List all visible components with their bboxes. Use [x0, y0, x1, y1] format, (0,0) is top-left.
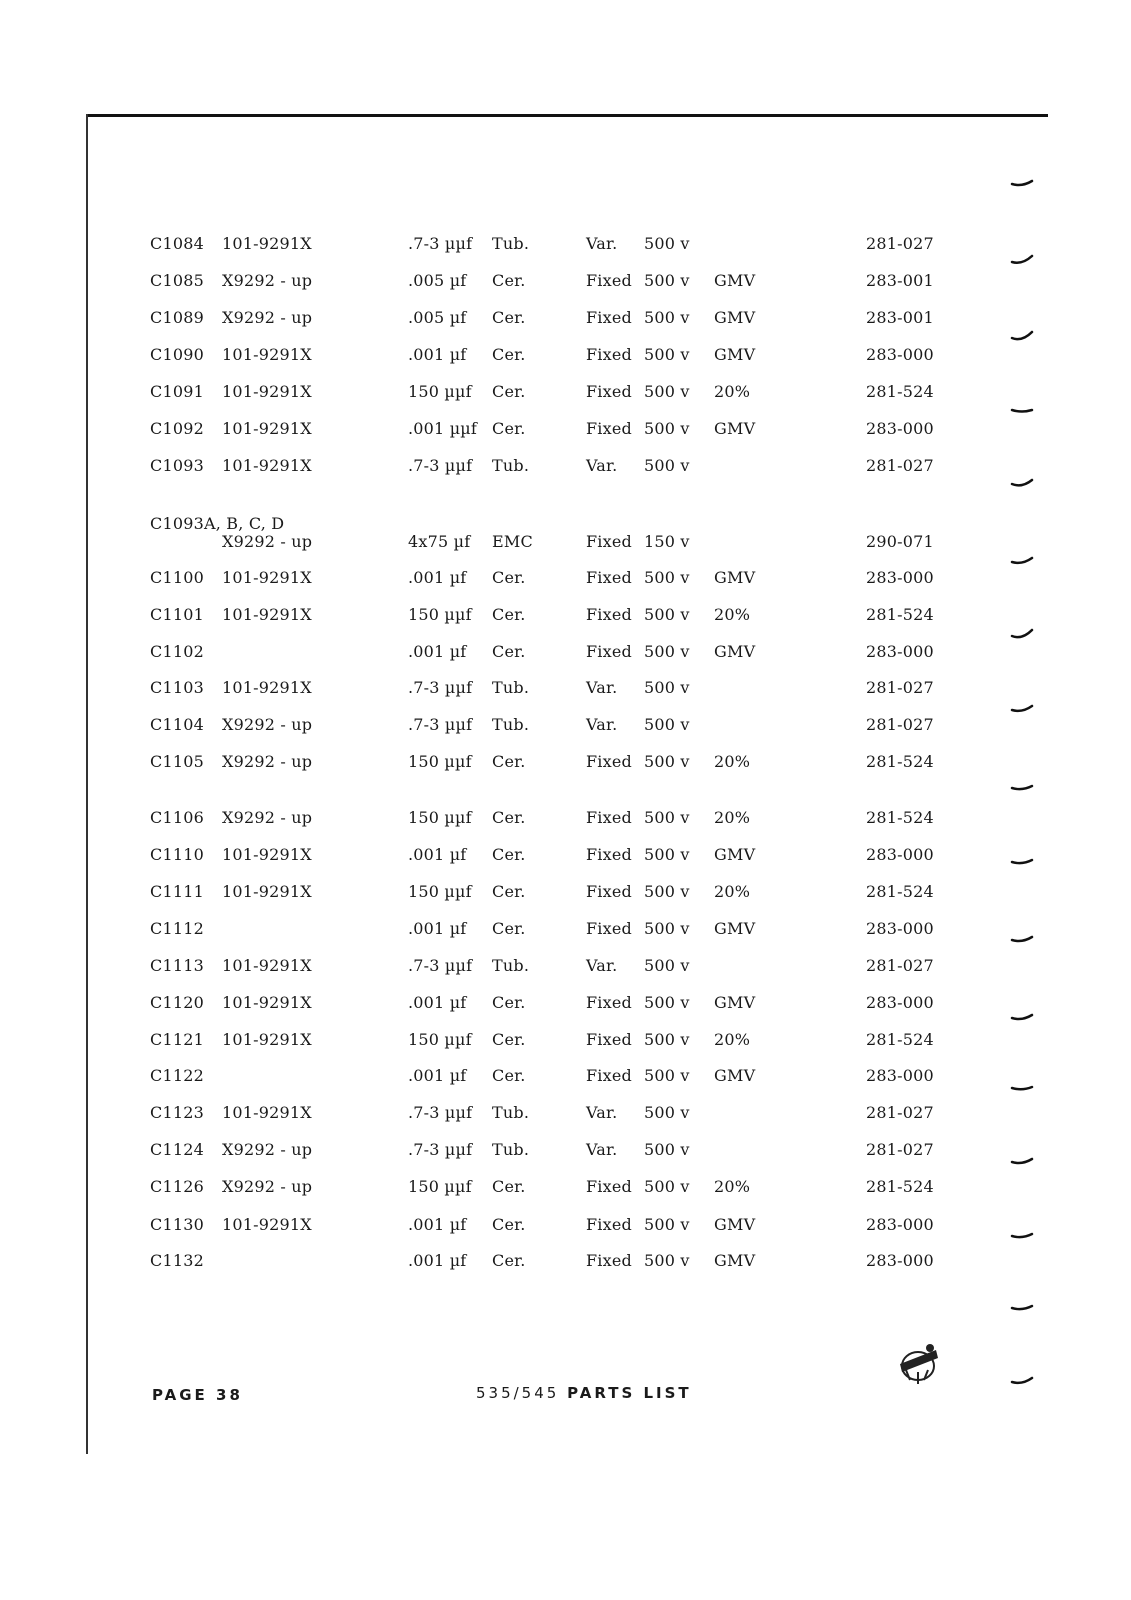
capacitance-value: .7-3 µµf	[408, 956, 473, 975]
reference-designator: C1105	[150, 752, 204, 771]
part-number: 281-524	[866, 605, 934, 624]
reference-designator: C1122	[150, 1066, 204, 1085]
table-row	[0, 271, 1131, 301]
serial-range: 101-9291X	[222, 1103, 312, 1122]
document-model: 535/545	[476, 1384, 560, 1402]
tolerance: GMV	[714, 308, 756, 327]
capacitor-type: Tub.	[492, 678, 530, 697]
voltage-rating: 500 v	[644, 1066, 690, 1085]
capacitor-type: Cer.	[492, 271, 526, 290]
capacitance-value: 150 µµf	[408, 1177, 472, 1196]
table-row	[0, 605, 1131, 635]
part-number: 281-524	[866, 382, 934, 401]
tolerance: GMV	[714, 919, 756, 938]
serial-range: 101-9291X	[222, 456, 312, 475]
capacitor-type: Tub.	[492, 956, 530, 975]
voltage-rating: 500 v	[644, 993, 690, 1012]
serial-range: X9292 - up	[222, 1177, 313, 1196]
reference-designator: C1089	[150, 308, 204, 327]
tolerance: GMV	[714, 845, 756, 864]
reference-designator: C1103	[150, 678, 204, 697]
voltage-rating: 500 v	[644, 715, 690, 734]
reference-designator: C1120	[150, 993, 204, 1012]
voltage-rating: 500 v	[644, 605, 690, 624]
part-number: 281-027	[866, 678, 934, 697]
fixed-or-variable: Var.	[586, 456, 618, 475]
tolerance: GMV	[714, 1066, 756, 1085]
voltage-rating: 500 v	[644, 752, 690, 771]
capacitance-value: .001 µf	[408, 919, 467, 938]
fixed-or-variable: Fixed	[586, 419, 632, 438]
capacitance-value: 4x75 µf	[408, 532, 471, 551]
voltage-rating: 500 v	[644, 456, 690, 475]
serial-range: 101-9291X	[222, 845, 312, 864]
reference-designator: C1110	[150, 845, 204, 864]
part-number: 281-524	[866, 1177, 934, 1196]
fixed-or-variable: Fixed	[586, 919, 632, 938]
part-number: 281-027	[866, 456, 934, 475]
voltage-rating: 500 v	[644, 808, 690, 827]
capacitance-value: .7-3 µµf	[408, 456, 473, 475]
table-row	[0, 1251, 1131, 1281]
reference-designator: C1121	[150, 1030, 204, 1049]
fixed-or-variable: Fixed	[586, 308, 632, 327]
part-number: 281-027	[866, 1103, 934, 1122]
fixed-or-variable: Fixed	[586, 605, 632, 624]
capacitance-value: .7-3 µµf	[408, 234, 473, 253]
voltage-rating: 500 v	[644, 419, 690, 438]
table-row	[0, 1066, 1131, 1096]
fixed-or-variable: Fixed	[586, 882, 632, 901]
capacitor-type: Cer.	[492, 1177, 526, 1196]
reference-designator: C1092	[150, 419, 204, 438]
capacitor-type: Tub.	[492, 715, 530, 734]
tolerance: GMV	[714, 419, 756, 438]
reference-designator: C1100	[150, 568, 204, 587]
fixed-or-variable: Fixed	[586, 845, 632, 864]
voltage-rating: 500 v	[644, 1140, 690, 1159]
voltage-rating: 500 v	[644, 1251, 690, 1270]
fixed-or-variable: Var.	[586, 956, 618, 975]
voltage-rating: 500 v	[644, 919, 690, 938]
capacitor-type: Cer.	[492, 382, 526, 401]
part-number: 283-000	[866, 1215, 934, 1234]
table-row	[0, 1103, 1131, 1133]
capacitor-type: Cer.	[492, 919, 526, 938]
fixed-or-variable: Fixed	[586, 345, 632, 364]
capacitor-type: Cer.	[492, 568, 526, 587]
serial-range: X9292 - up	[222, 532, 313, 551]
fixed-or-variable: Fixed	[586, 382, 632, 401]
capacitor-type: Cer.	[492, 308, 526, 327]
capacitance-value: .7-3 µµf	[408, 1103, 473, 1122]
fixed-or-variable: Fixed	[586, 1030, 632, 1049]
serial-range: 101-9291X	[222, 345, 312, 364]
capacitor-type: Cer.	[492, 1066, 526, 1085]
reference-designator: C1093A, B, C, D	[150, 514, 285, 533]
capacitance-value: .001 µµf	[408, 419, 478, 438]
capacitor-type: Tub.	[492, 234, 530, 253]
table-row	[0, 882, 1131, 912]
capacitance-value: 150 µµf	[408, 752, 472, 771]
page-number: PAGE 38	[152, 1386, 243, 1404]
tolerance: 20%	[714, 808, 751, 827]
serial-range: 101-9291X	[222, 956, 312, 975]
voltage-rating: 500 v	[644, 956, 690, 975]
voltage-rating: 500 v	[644, 382, 690, 401]
capacitance-value: 150 µµf	[408, 1030, 472, 1049]
serial-range: 101-9291X	[222, 678, 312, 697]
reference-designator: C1104	[150, 715, 204, 734]
capacitance-value: .005 µf	[408, 308, 467, 327]
capacitor-type: EMC	[492, 532, 533, 551]
voltage-rating: 500 v	[644, 345, 690, 364]
capacitance-value: .001 µf	[408, 642, 467, 661]
capacitance-value: .001 µf	[408, 993, 467, 1012]
tolerance: 20%	[714, 1030, 751, 1049]
serial-range: 101-9291X	[222, 234, 312, 253]
voltage-rating: 500 v	[644, 234, 690, 253]
tolerance: 20%	[714, 1177, 751, 1196]
table-row	[0, 919, 1131, 949]
part-number: 281-524	[866, 1030, 934, 1049]
capacitor-type: Cer.	[492, 993, 526, 1012]
capacitance-value: .001 µf	[408, 345, 467, 364]
fixed-or-variable: Fixed	[586, 568, 632, 587]
reference-designator: C1130	[150, 1215, 204, 1234]
fixed-or-variable: Var.	[586, 715, 618, 734]
part-number: 283-000	[866, 993, 934, 1012]
part-number: 281-027	[866, 715, 934, 734]
voltage-rating: 500 v	[644, 1177, 690, 1196]
fixed-or-variable: Fixed	[586, 1177, 632, 1196]
capacitor-type: Tub.	[492, 456, 530, 475]
voltage-rating: 500 v	[644, 308, 690, 327]
document-title-text: PARTS LIST	[567, 1384, 692, 1402]
fixed-or-variable: Var.	[586, 678, 618, 697]
table-row	[0, 956, 1131, 986]
capacitor-type: Cer.	[492, 605, 526, 624]
capacitance-value: .001 µf	[408, 845, 467, 864]
table-row	[0, 678, 1131, 708]
capacitance-value: .001 µf	[408, 1251, 467, 1270]
part-number: 283-000	[866, 919, 934, 938]
tolerance: 20%	[714, 882, 751, 901]
capacitor-type: Cer.	[492, 419, 526, 438]
fixed-or-variable: Var.	[586, 1103, 618, 1122]
reference-designator: C1106	[150, 808, 204, 827]
serial-range: X9292 - up	[222, 271, 313, 290]
voltage-rating: 500 v	[644, 1030, 690, 1049]
table-row	[0, 993, 1131, 1023]
table-row	[0, 234, 1131, 264]
tolerance: 20%	[714, 752, 751, 771]
part-number: 283-001	[866, 271, 934, 290]
serial-range: 101-9291X	[222, 568, 312, 587]
table-row	[0, 419, 1131, 449]
part-number: 283-000	[866, 642, 934, 661]
reference-designator: C1113	[150, 956, 204, 975]
fixed-or-variable: Fixed	[586, 1215, 632, 1234]
fixed-or-variable: Fixed	[586, 642, 632, 661]
reference-designator: C1111	[150, 882, 204, 901]
voltage-rating: 150 v	[644, 532, 690, 551]
tektronix-logo-icon	[890, 1340, 946, 1386]
tolerance: GMV	[714, 568, 756, 587]
part-number: 283-000	[866, 845, 934, 864]
tolerance: GMV	[714, 345, 756, 364]
fixed-or-variable: Fixed	[586, 271, 632, 290]
capacitance-value: 150 µµf	[408, 808, 472, 827]
reference-designator: C1093	[150, 456, 204, 475]
part-number: 281-524	[866, 882, 934, 901]
table-row	[0, 1140, 1131, 1170]
capacitor-type: Cer.	[492, 1030, 526, 1049]
tolerance: GMV	[714, 1251, 756, 1270]
reference-designator: C1124	[150, 1140, 204, 1159]
document-title	[476, 1384, 692, 1402]
fixed-or-variable: Fixed	[586, 1251, 632, 1270]
capacitance-value: 150 µµf	[408, 882, 472, 901]
reference-designator: C1091	[150, 382, 204, 401]
tolerance: 20%	[714, 382, 751, 401]
reference-designator: C1112	[150, 919, 204, 938]
part-number: 283-000	[866, 1251, 934, 1270]
table-row	[0, 1215, 1131, 1245]
part-number: 283-001	[866, 308, 934, 327]
capacitor-type: Cer.	[492, 345, 526, 364]
capacitor-type: Tub.	[492, 1103, 530, 1122]
fixed-or-variable: Var.	[586, 234, 618, 253]
part-number: 283-000	[866, 345, 934, 364]
reference-designator: C1101	[150, 605, 204, 624]
part-number: 283-000	[866, 568, 934, 587]
table-row	[0, 456, 1131, 486]
part-number: 290-071	[866, 532, 934, 551]
reference-designator: C1132	[150, 1251, 204, 1270]
tolerance: 20%	[714, 605, 751, 624]
serial-range: 101-9291X	[222, 1030, 312, 1049]
capacitor-type: Cer.	[492, 642, 526, 661]
capacitor-type: Cer.	[492, 1251, 526, 1270]
reference-designator: C1102	[150, 642, 204, 661]
tolerance: GMV	[714, 993, 756, 1012]
part-number: 281-027	[866, 956, 934, 975]
part-number: 283-000	[866, 1066, 934, 1085]
serial-range: X9292 - up	[222, 808, 313, 827]
tolerance: GMV	[714, 642, 756, 661]
serial-range: 101-9291X	[222, 1215, 312, 1234]
part-number: 281-524	[866, 808, 934, 827]
capacitance-value: .7-3 µµf	[408, 678, 473, 697]
table-row	[0, 382, 1131, 412]
fixed-or-variable: Fixed	[586, 752, 632, 771]
voltage-rating: 500 v	[644, 845, 690, 864]
fixed-or-variable: Fixed	[586, 993, 632, 1012]
fixed-or-variable: Fixed	[586, 808, 632, 827]
table-row	[0, 752, 1131, 782]
capacitance-value: 150 µµf	[408, 605, 472, 624]
reference-designator: C1126	[150, 1177, 204, 1196]
serial-range: X9292 - up	[222, 308, 313, 327]
capacitance-value: 150 µµf	[408, 382, 472, 401]
tolerance: GMV	[714, 1215, 756, 1234]
capacitance-value: .7-3 µµf	[408, 715, 473, 734]
binder-edge-marks	[1010, 170, 1050, 1450]
capacitance-value: .001 µf	[408, 568, 467, 587]
table-row	[0, 808, 1131, 838]
voltage-rating: 500 v	[644, 1215, 690, 1234]
table-row	[0, 308, 1131, 338]
serial-range: 101-9291X	[222, 993, 312, 1012]
reference-designator: C1085	[150, 271, 204, 290]
table-row	[0, 1177, 1131, 1207]
voltage-rating: 500 v	[644, 568, 690, 587]
serial-range: X9292 - up	[222, 752, 313, 771]
table-row	[0, 642, 1131, 672]
voltage-rating: 500 v	[644, 271, 690, 290]
capacitance-value: .001 µf	[408, 1215, 467, 1234]
reference-designator: C1123	[150, 1103, 204, 1122]
part-number: 281-524	[866, 752, 934, 771]
fixed-or-variable: Var.	[586, 1140, 618, 1159]
capacitor-type: Cer.	[492, 882, 526, 901]
capacitor-type: Cer.	[492, 752, 526, 771]
capacitance-value: .005 µf	[408, 271, 467, 290]
voltage-rating: 500 v	[644, 642, 690, 661]
serial-range: X9292 - up	[222, 715, 313, 734]
voltage-rating: 500 v	[644, 678, 690, 697]
part-number: 281-027	[866, 1140, 934, 1159]
capacitor-type: Tub.	[492, 1140, 530, 1159]
serial-range: 101-9291X	[222, 419, 312, 438]
table-row	[0, 845, 1131, 875]
serial-range: 101-9291X	[222, 605, 312, 624]
voltage-rating: 500 v	[644, 1103, 690, 1122]
table-row	[0, 1030, 1131, 1060]
table-row	[0, 514, 1131, 562]
part-number: 281-027	[866, 234, 934, 253]
serial-range: X9292 - up	[222, 1140, 313, 1159]
reference-designator: C1090	[150, 345, 204, 364]
table-row	[0, 715, 1131, 745]
part-number: 283-000	[866, 419, 934, 438]
capacitor-type: Cer.	[492, 808, 526, 827]
voltage-rating: 500 v	[644, 882, 690, 901]
table-row	[0, 568, 1131, 598]
capacitor-type: Cer.	[492, 1215, 526, 1234]
capacitance-value: .7-3 µµf	[408, 1140, 473, 1159]
fixed-or-variable: Fixed	[586, 1066, 632, 1085]
table-row	[0, 345, 1131, 375]
capacitance-value: .001 µf	[408, 1066, 467, 1085]
fixed-or-variable: Fixed	[586, 532, 632, 551]
reference-designator: C1084	[150, 234, 204, 253]
tolerance: GMV	[714, 271, 756, 290]
serial-range: 101-9291X	[222, 882, 312, 901]
capacitor-type: Cer.	[492, 845, 526, 864]
serial-range: 101-9291X	[222, 382, 312, 401]
